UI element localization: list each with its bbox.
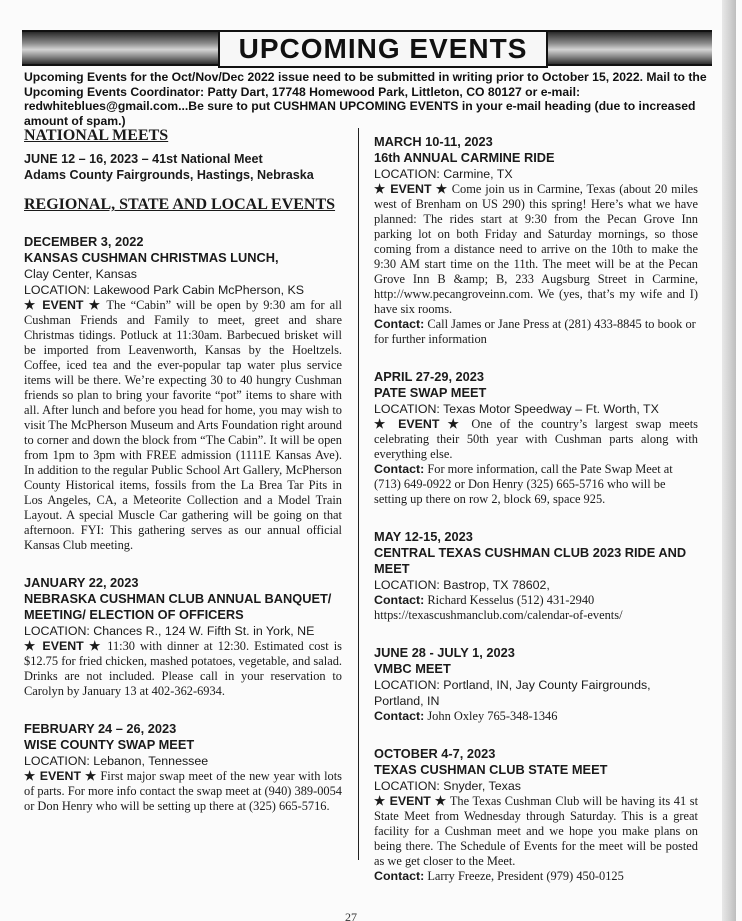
event-url: https://texascushmanclub.com/calendar-of-events/ [374,608,623,622]
event-contact [374,709,698,724]
right-column [374,134,698,906]
event-place: Clay Center, Kansas [24,267,137,282]
contact-label: Contact: [374,317,425,331]
event-contact [374,317,698,347]
event-date: MAY 12-15, 2023 [374,529,473,544]
event-date: APRIL 27-29, 2023 [374,369,485,384]
event-location: LOCATION: Chances R., 124 W. Fifth St. in York, NE [24,624,315,639]
event-date: FEBRUARY 24 – 26, 2023 [24,721,177,737]
intro-notice: Upcoming Events for the Oct/Nov/Dec 2022 issue need to be submitted in writing prior to October 15, 2022. Mail to the Upcoming Events Coordinator: Patty Dart, 17748 Homewood Park, Littleton, CO 80127 or e-mail: redwhiteblues@gmail.com...Be sure to put CUSHMAN UPCOMING EVENTS in your e-mail heading (due to increased amount of spam.) [24,70,707,128]
event-name: TEXAS CUSHMAN CLUB STATE MEET [374,762,608,777]
event-date: DECEMBER 3, 2022 [24,234,144,250]
event-location: LOCATION: Snyder, Texas [374,779,521,793]
event-december [24,234,342,553]
national-meets-heading: NATIONAL MEETS [24,127,169,144]
event-date: OCTOBER 4-7, 2023 [374,746,496,761]
event-contact [374,869,698,884]
event-march [374,134,698,347]
event-text: Come join us in Carmine, Texas (about 20 miles west of Brenham on US 290) this spring! Here’s what we have planned: The rides start at 9:30 from the Pecan Grove Inn parking lot on both Friday and Saturday mornings, so those coming from a distance need to arrive on the 10th to make the 9:30 AM start time on the 11th. The meet will be at the Pecan Grove Inn B &amp; B, 233 Augsburg Street in Carmine, http://www.pecangroveinn.com. We (yes, that’s my wife and I) have six rooms. [374,182,698,316]
page-binding-edge [722,0,736,921]
event-text: 11:30 with dinner at 12:30. Estimated cost is $12.75 for fried chicken, mashed potatoes, vegetable, and salad. Drinks are not included. Please call in your reservation to Carolyn by January 13 at 402-362-6934. [24,639,342,699]
event-october [374,746,698,884]
event-date: JUNE 28 - JULY 1, 2023 [374,645,515,660]
event-name: PATE SWAP MEET [374,385,487,400]
page-number: 27 [345,910,357,921]
event-date: MARCH 10-11, 2023 [374,134,493,149]
event-name: KANSAS CUSHMAN CHRISTMAS LUNCH, [24,250,279,266]
national-meet-venue: Adams County Fairgrounds, Hastings, Nebraska [24,168,314,183]
event-april [374,369,698,507]
event-text: The Texas Cushman Club will be having its 41 st State Meet from Wednesday through Saturday. This is a great facility for a Cushman meet and we hope you make plans on being there. The Schedule of Events for the meet will be posted as we get closer to the Meet. [374,794,699,868]
event-name: 16th ANNUAL CARMINE RIDE [374,150,555,165]
national-meet-info [24,151,342,183]
event-name: WISE COUNTY SWAP MEET [24,737,195,753]
event-description [24,769,342,814]
event-tag: ★ EVENT ★ [24,298,102,313]
event-june [374,645,698,724]
event-january [24,575,342,699]
event-description [374,417,698,462]
national-meet-date: JUNE 12 – 16, 2023 – 41st National Meet [24,152,263,167]
event-location: LOCATION: Bastrop, TX 78602, [374,578,550,592]
contact-label: Contact: [374,869,425,883]
contact-text: Richard Kesselus (512) 431-2940 [427,593,595,607]
event-contact [374,593,698,608]
event-location: LOCATION: Lebanon, Tennessee [24,754,209,769]
contact-label: Contact: [374,462,425,476]
event-description [24,639,342,699]
event-description [374,794,698,869]
event-tag: ★ EVENT ★ [374,182,448,196]
regional-events-heading: REGIONAL, STATE AND LOCAL EVENTS [24,196,336,214]
event-name: VMBC MEET [374,661,451,676]
event-tag: ★ EVENT ★ [374,417,464,431]
contact-text: Call James or Jane Press at (281) 433-8845 to book or for further information [374,317,696,346]
event-may [374,529,698,623]
event-february [24,721,342,814]
column-divider [358,128,359,860]
contact-text: Larry Freeze, President (979) 450-0125 [427,869,624,883]
contact-text: John Oxley 765-348-1346 [427,709,558,723]
title-banner [22,30,712,66]
event-name: CENTRAL TEXAS CUSHMAN CLUB 2023 RIDE AND MEET [374,545,687,576]
event-name: NEBRASKA CUSHMAN CLUB ANNUAL BANQUET/ MEETING/ ELECTION OF OFFICERS [24,591,332,623]
contact-label: Contact: [374,709,425,723]
event-tag: ★ EVENT ★ [24,769,97,784]
event-location: LOCATION: Lakewood Park Cabin McPherson, KS [24,283,305,298]
event-tag: ★ EVENT ★ [374,794,447,808]
event-location: LOCATION: Carmine, TX [374,167,513,181]
event-text: The “Cabin” will be open by 9:30 am for all Cushman Friends and Family to meet, greet and share Christmas tidings. Potluck at 11:30am. Barbecued brisket will be imported from Leavenworth, Kansas by the Hoeltzels. Coffee, iced tea and the ever-popular tap water plus service items will be there. We’re expecting 30 to 40 hungry Cushman friends so plan to bring your favorite “pot” items to share with all. After lunch and before you head for home, you may wish to visit The McPherson Museum and Arts Foundation right around to corner and down the block from “The Cabin”. It will be open from 1pm to 3pm with FREE admission (1111E Kansas Ave). In addition to the regular Public School Art Gallery, McPherson County Historical items, fossils from the La Brea Tar Pits in Los Angeles, CA, a Meteorite Collection and a Model Train Layout. A special Muscle Car gathering will be going on that afternoon. FYI: This gathering serves as our annual official Kansas Club meeting. [24,298,342,553]
event-description [24,298,342,553]
page-title: UPCOMING EVENTS [238,33,528,64]
event-date: JANUARY 22, 2023 [24,575,139,591]
event-location: LOCATION: Texas Motor Speedway – Ft. Worth, TX [374,402,659,416]
event-tag: ★ EVENT ★ [24,639,103,654]
contact-text: For more information, call the Pate Swap Meet at (713) 649-0922 or Don Henry (325) 665-5716 who will be setting up there on row 2, block 69, space 925. [374,462,673,506]
event-text: First major swap meet of the new year with lots of parts. For more info contact the swap meet at (940) 389-0054 or Don Henry who will be setting up there at (325) 665-5716. [24,769,342,814]
event-description [374,182,698,317]
event-text: One of the country’s largest swap meets celebrating their 50th year with Cushman parts along with everything else. [374,417,698,461]
contact-label: Contact: [374,593,425,607]
event-contact [374,462,698,507]
event-location: LOCATION: Portland, IN, Jay County Fairgrounds, Portland, IN [374,678,651,708]
title-plate [218,30,548,68]
left-column [24,128,342,836]
